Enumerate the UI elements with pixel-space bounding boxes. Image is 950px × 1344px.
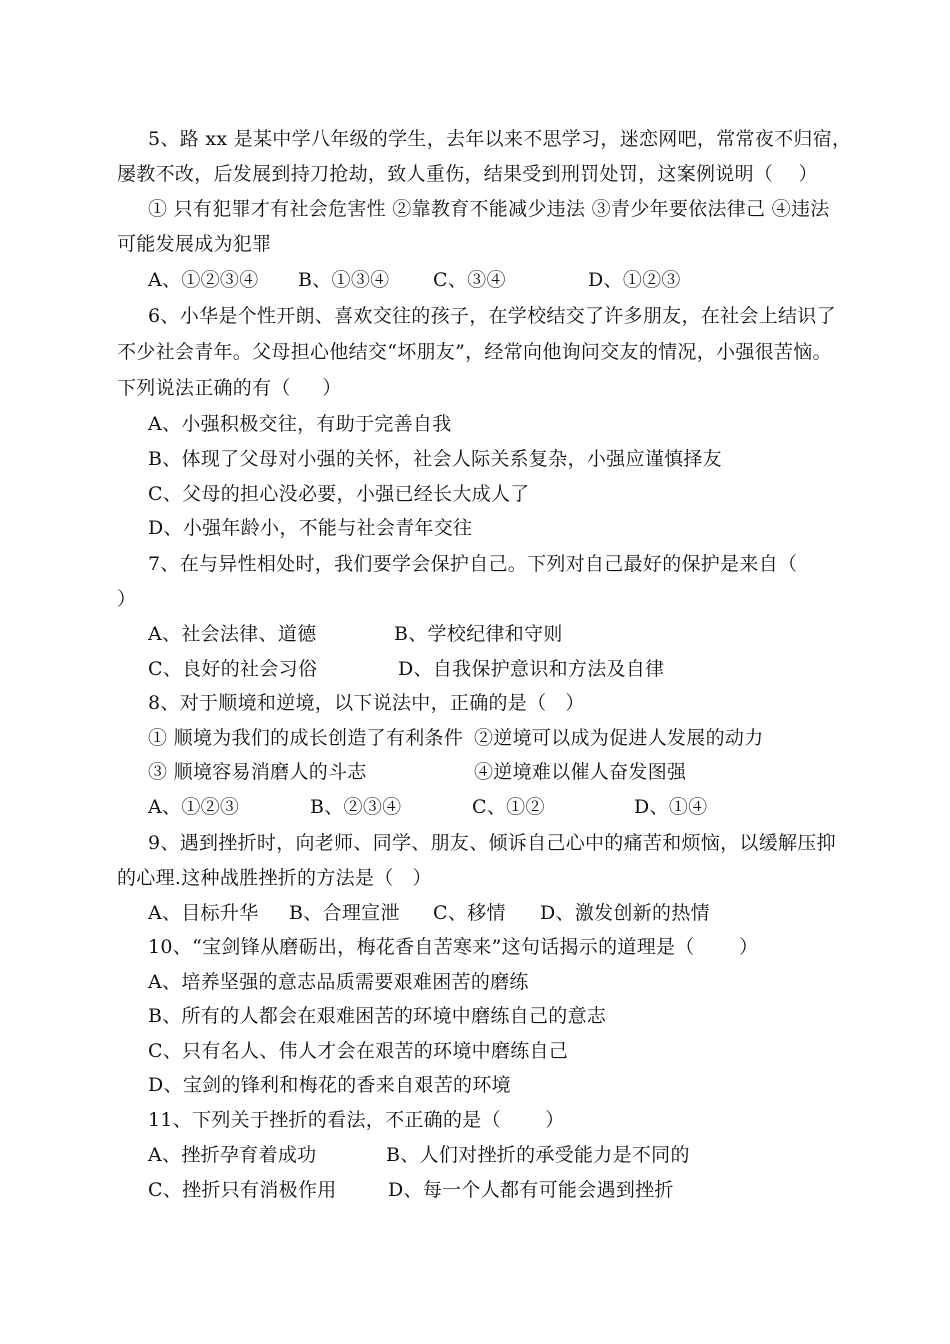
q10-stem: 10、“宝剑锋从磨砺出，梅花香自苦寒来”这句话揭示的道理是（ ） — [148, 936, 759, 958]
q10-option-d: D、宝剑的锋利和梅花的香来自艰苦的环境 — [148, 1074, 511, 1096]
q5-option-d: D、①②③ — [588, 269, 681, 291]
q9-stem-line2: 的心理.这种战胜挫折的方法是（ ） — [117, 867, 432, 889]
q9-option-c: C、移情 — [433, 902, 506, 924]
q8-stem: 8、对于顺境和逆境，以下说法中，正确的是（ ） — [148, 692, 585, 714]
q9-option-a: A、目标升华 — [148, 902, 259, 924]
q8-item-4: ④逆境难以催人奋发图强 — [474, 761, 687, 783]
q11-stem: 11、下列关于挫折的看法，不正确的是（ ） — [148, 1109, 565, 1131]
q11-option-d: D、每一个人都有可能会遇到挫折 — [388, 1179, 674, 1201]
q7-option-b: B、学校纪律和守则 — [394, 623, 563, 645]
q9-option-b: B、合理宣泄 — [289, 902, 400, 924]
q6-option-b: B、体现了父母对小强的关怀，社会人际关系复杂，小强应谨慎择友 — [148, 448, 722, 470]
q5-stem-line1: 5、路 xx 是某中学八年级的学生，去年以来不思学习，迷恋网吧，常常夜不归宿， — [148, 128, 852, 150]
q6-stem-line3: 下列说法正确的有（ ） — [117, 377, 342, 399]
q8-item-3: ③ 顺境容易消磨人的斗志 — [148, 761, 367, 783]
q5-option-a: A、①②③④ — [148, 269, 259, 291]
q6-stem-line2: 不少社会青年。父母担心他结交“坏朋友”，经常向他询问交友的情况，小强很苦恼。 — [117, 341, 832, 363]
q6-option-d: D、小强年龄小，不能与社会青年交往 — [148, 517, 473, 539]
q8-option-c: C、①② — [472, 796, 545, 818]
q9-stem-line1: 9、遇到挫折时，向老师、同学、朋友、倾诉自己心中的痛苦和烦恼，以缓解压抑 — [148, 832, 836, 854]
q11-option-a: A、挫折孕育着成功 — [148, 1144, 317, 1166]
q5-option-b: B、①③④ — [298, 269, 390, 291]
q6-stem-line1: 6、小华是个性开朗、喜欢交往的孩子，在学校结交了许多朋友，在社会上结识了 — [148, 305, 836, 327]
q7-option-d: D、自我保护意识和方法及自律 — [398, 658, 665, 680]
q7-option-c: C、良好的社会习俗 — [148, 658, 318, 680]
q11-option-b: B、人们对挫折的承受能力是不同的 — [386, 1144, 690, 1166]
q8-option-a: A、①②③ — [148, 796, 240, 818]
q7-stem-line2: ） — [117, 588, 137, 610]
q8-option-b: B、②③④ — [310, 796, 402, 818]
q8-option-d: D、①④ — [634, 796, 708, 818]
q5-stem-line2: 屡教不改，后发展到持刀抢劫，致人重伤，结果受到刑罚处罚，这案例说明（ ） — [117, 163, 818, 185]
q11-option-c: C、挫折只有消极作用 — [148, 1179, 337, 1201]
q10-option-a: A、培养坚强的意志品质需要艰难困苦的磨练 — [148, 971, 529, 993]
q5-option-c: C、③④ — [433, 269, 506, 291]
q6-option-c: C、父母的担心没必要，小强已经长大成人了 — [148, 483, 530, 505]
q8-item-2: ②逆境可以成为促进人发展的动力 — [474, 727, 764, 749]
q6-option-a: A、小强积极交往，有助于完善自我 — [148, 413, 452, 435]
q5-items-line2: 可能发展成为犯罪 — [117, 233, 272, 255]
q7-stem-line1: 7、在与异性相处时，我们要学会保护自己。下列对自己最好的保护是来自（ — [148, 553, 798, 575]
q10-option-c: C、只有名人、伟人才会在艰苦的环境中磨练自己 — [148, 1040, 569, 1062]
q5-items-line1: ① 只有犯罪才有社会危害性 ②靠教育不能减少违法 ③青少年要依法律己 ④违法 — [148, 198, 830, 220]
q7-option-a: A、社会法律、道德 — [148, 623, 317, 645]
q8-item-1: ① 顺境为我们的成长创造了有利条件 — [148, 727, 464, 749]
q10-option-b: B、所有的人都会在艰难困苦的环境中磨练自己的意志 — [148, 1005, 607, 1027]
q9-option-d: D、激发创新的热情 — [540, 902, 710, 924]
